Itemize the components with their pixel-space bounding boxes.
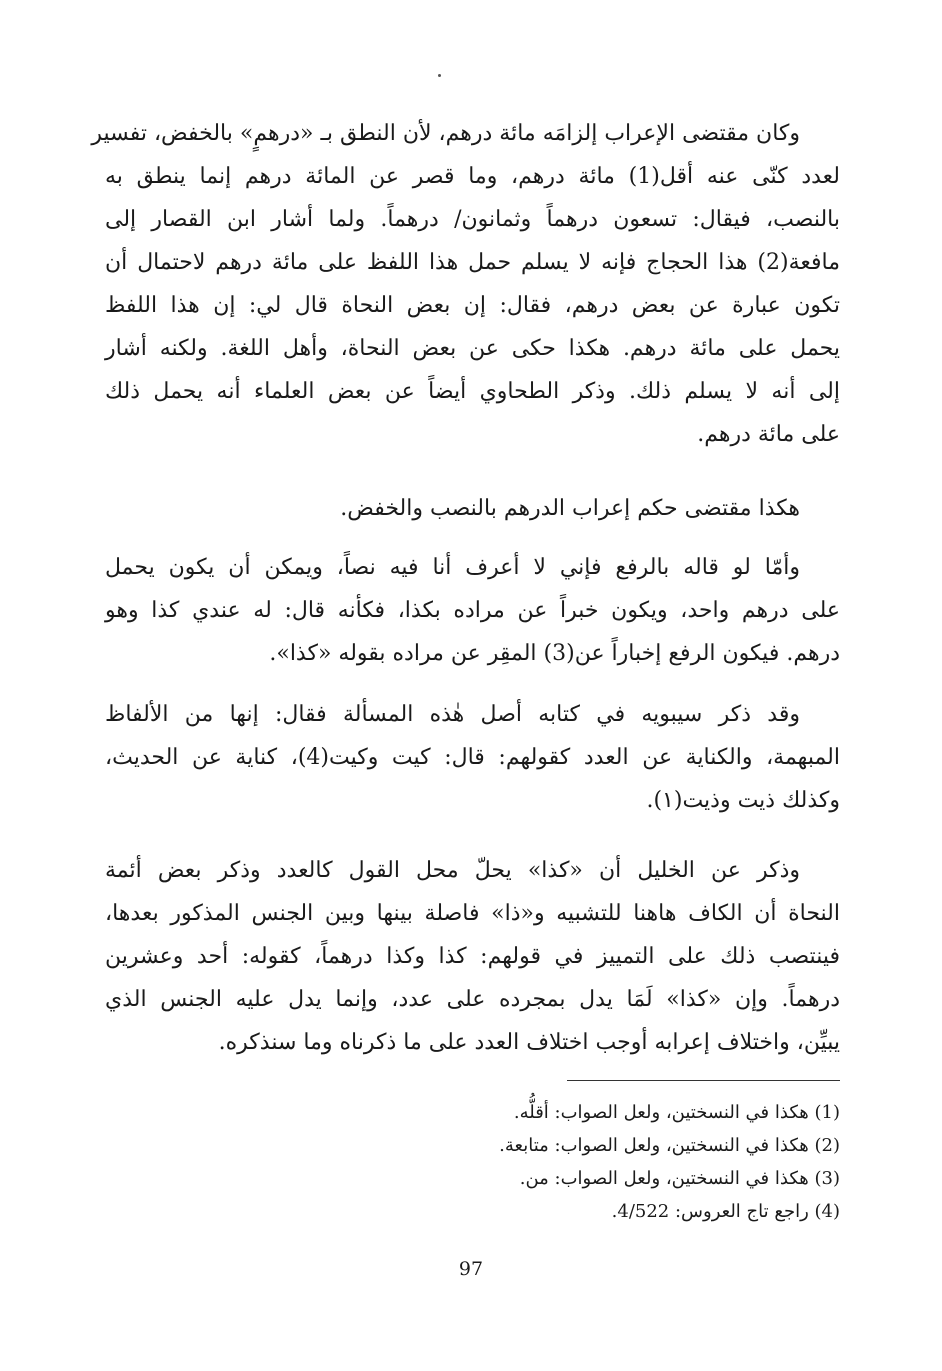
text-line: على مائة درهم.	[697, 422, 840, 447]
text-line: درهم. فيكون الرفع إخباراً عن(3) المقِر عن مراده بقوله «كذا».	[269, 641, 840, 666]
page-number: 97	[458, 1258, 484, 1280]
text-line: وذكر عن الخليل أن «كذا» يحلّ محل القول كالعدد وذكر بعض أئمة	[105, 858, 800, 883]
text-line: على درهم واحد، ويكون خبراً عن مراده بكذا، فكأنه قال: له عندي كذا وهو	[105, 598, 840, 623]
paragraph-4	[105, 693, 840, 822]
text-line: فينتصب ذلك على التمييز في قولهم: كذا وكذا درهماً، كقوله: أحد وعشرين	[105, 944, 840, 969]
paragraph-3	[105, 546, 840, 675]
text-line: النحاة أن الكاف هاهنا للتشبيه و«ذا» فاصلة بينها وبين الجنس المذكور بعدها،	[105, 901, 840, 926]
footnote-item: (1) هكذا في النسختين، ولعل الصواب: أقلُّه.	[513, 1102, 840, 1123]
footnotes	[340, 1096, 840, 1228]
text-line: مافعة(2) هذا الحجاج فإنه لا يسلم حمل هذا اللفظ على مائة درهم لاحتمال أن	[105, 250, 840, 275]
text-line: لعدد كنّى عنه أقل(1) مائة درهم، وما قصر عن المائة درهم إنما ينطق به	[105, 164, 840, 189]
text-line: وقد ذكر سيبويه في كتابه أصل هٰذه المسألة فقال: إنها من الألفاظ	[105, 702, 800, 727]
footnote-item: (4) راجع تاج العروس: 4/522.	[611, 1201, 840, 1222]
text-line: هكذا مقتضى حكم إعراب الدرهم بالنصب والخفض.	[340, 496, 800, 521]
text-line: درهماً. وإن «كذا» لَمَا يدل بمجرده على عدد، وإنما يدل عليه الجنس الذي	[105, 987, 840, 1012]
stray-dot-mark	[438, 74, 441, 77]
text-line: وأمّا لو قاله بالرفع فإني لا أعرف أنا فيه نصاً، ويمكن أن يكون يحمل	[105, 555, 800, 580]
text-line: وكذلك ذيت وذيت(١).	[646, 788, 840, 813]
text-line: إلى أنه لا يسلم ذلك. وذكر الطحاوي أيضاً عن بعض العلماء أنه يحمل ذلك	[105, 379, 840, 404]
text-line: وكان مقتضى الإعراب إلزامَه مائة درهم، لأن النطق بـ «درهمٍ» بالخفض، تفسير	[91, 121, 800, 146]
text-line: يحمل على مائة درهم. هكذا حكى عن بعض النحاة، وأهل اللغة. ولكنه أشار	[105, 336, 840, 361]
paragraph-5	[105, 849, 840, 1064]
text-line: تكون عبارة عن بعض درهم، فقال: إن بعض النحاة قال لي: إن هذا اللفظ	[105, 293, 840, 318]
footnote-item: (2) هكذا في النسختين، ولعل الصواب: متابعة.	[499, 1135, 840, 1156]
footnote-item: (3) هكذا في النسختين، ولعل الصواب: من.	[519, 1168, 840, 1189]
footnote-divider	[567, 1080, 840, 1081]
paragraph-1	[91, 112, 840, 456]
paragraph-2	[105, 487, 840, 530]
text-line: يبيِّن، واختلاف إعرابه أوجب اختلاف العدد على ما ذكرناه وما سنذكره.	[218, 1030, 840, 1055]
text-line: المبهمة، والكناية عن العدد كقولهم: قال: كيت وكيت(4)، كناية عن الحديث،	[105, 745, 840, 770]
text-line: بالنصب، فيقال: تسعون درهماً وثمانون/ درهماً. ولما أشار ابن القصار إلى	[105, 207, 840, 232]
